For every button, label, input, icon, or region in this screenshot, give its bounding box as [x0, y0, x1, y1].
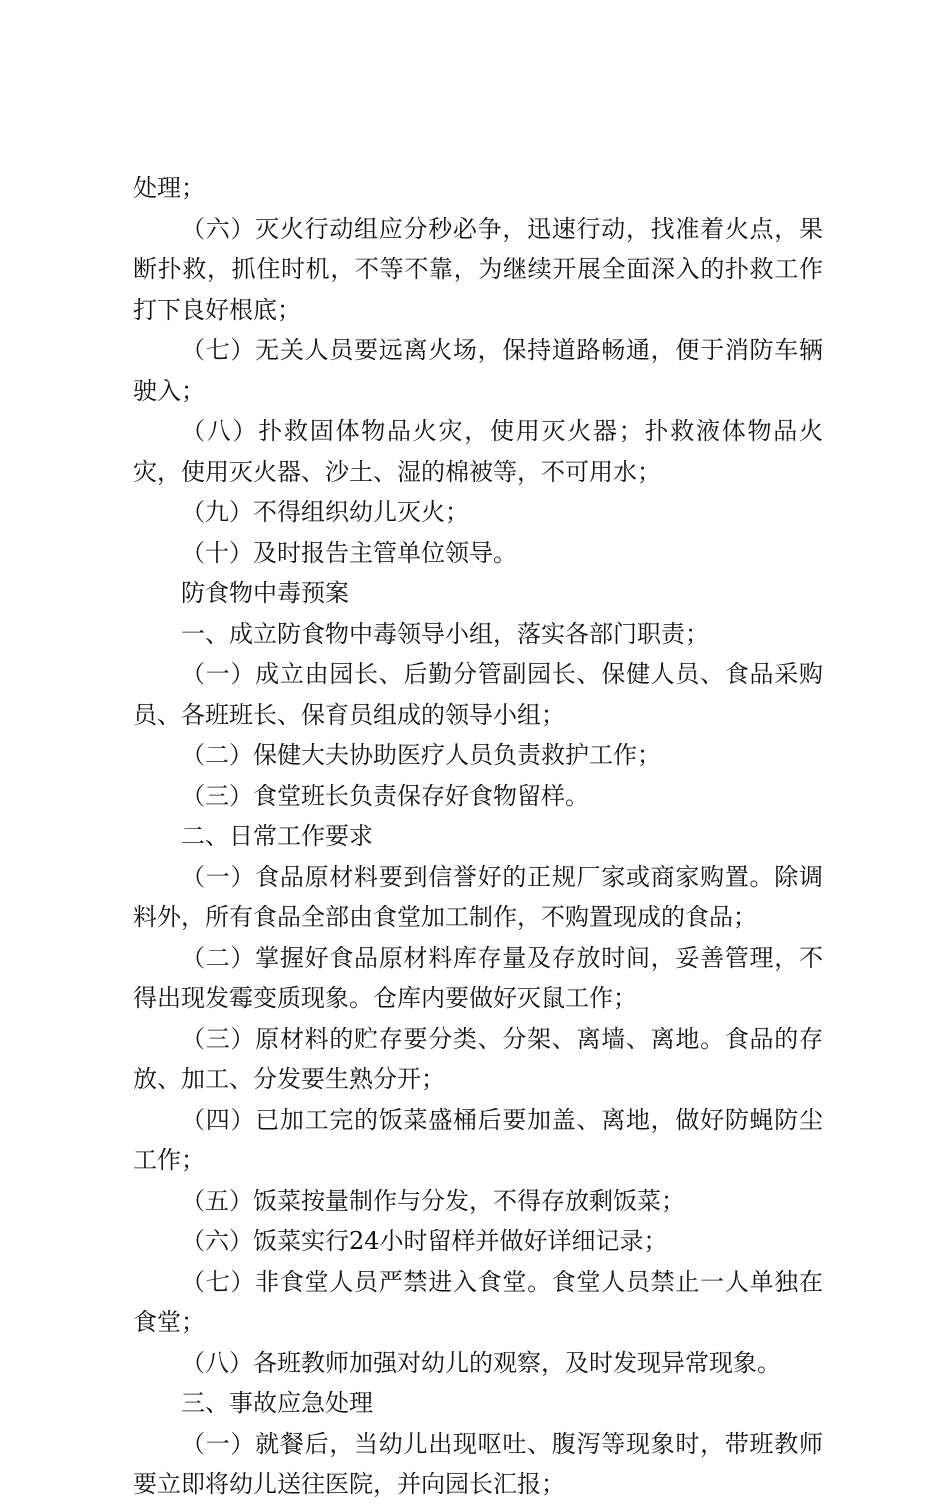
paragraph-s3-item-1: （一）就餐后，当幼儿出现呕吐、腹泻等现象时，带班教师要立即将幼儿送往医院，并向园长汇报； — [133, 1429, 823, 1498]
paragraph-s1-item-2: （二）保健大夫协助医疗人员负责救护工作； — [181, 741, 661, 769]
section-heading-3: 三、事故应急处理 — [181, 1389, 373, 1417]
paragraph-s2-item-3: （三）原材料的贮存要分类、分架、离墙、离地。食品的存放、加工、分发要生熟分开； — [133, 1024, 823, 1093]
paragraph-fire-item-6: （六）灭火行动组应分秒必争，迅速行动，找准着火点，果断扑救，抓住时机，不等不靠，为继续开展全面深入的扑救工作打下良好根底； — [133, 214, 823, 324]
paragraph-s2-item-7: （七）非食堂人员严禁进入食堂。食堂人员禁止一人单独在食堂； — [133, 1267, 823, 1336]
paragraph-s1-item-3: （三）食堂班长负责保存好食物留样。 — [181, 781, 589, 810]
section-heading-2: 二、日常工作要求 — [181, 822, 373, 850]
paragraph-fire-item-10: （十）及时报告主管单位领导。 — [181, 538, 517, 567]
paragraph-s2-item-8: （八）各班教师加强对幼儿的观察，及时发现异常现象。 — [181, 1348, 781, 1377]
section-heading-1: 一、成立防食物中毒领导小组，落实各部门职责； — [181, 619, 709, 648]
document-body — [133, 168, 823, 1505]
paragraph-s1-item-1: （一）成立由园长、后勤分管副园长、保健人员、食品采购员、各班班长、保育员组成的领导小组； — [133, 660, 823, 729]
paragraph-s2-item-1: （一）食品原材料要到信誉好的正规厂家或商家购置。除调料外，所有食品全部由食堂加工制作，不购置现成的食品； — [133, 862, 823, 931]
paragraph-s2-item-2: （二）掌握好食品原材料库存量及存放时间，妥善管理，不得出现发霉变质现象。仓库内要做好灭鼠工作； — [133, 943, 823, 1012]
paragraph-s2-item-5: （五）饭菜按量制作与分发，不得存放剩饭菜； — [181, 1186, 685, 1215]
paragraph-fire-item-7: （七）无关人员要远离火场，保持道路畅通，便于消防车辆驶入； — [133, 336, 823, 405]
paragraph-s2-item-4: （四）已加工完的饭菜盛桶后要加盖、离地，做好防蝇防尘工作； — [133, 1105, 823, 1174]
paragraph-fire-item-8: （八）扑救固体物品火灾，使用灭火器；扑救液体物品火灾，使用灭火器、沙土、湿的棉被等，不可用水； — [133, 417, 823, 486]
paragraph-fire-item-9: （九）不得组织幼儿灭火； — [181, 498, 469, 526]
paragraph-s2-item-6: （六）饭菜实行24小时留样并做好详细记录； — [181, 1227, 668, 1255]
section-title-food-poisoning-plan: 防食物中毒预案 — [181, 579, 349, 607]
paragraph-continuation: 处理； — [133, 174, 205, 202]
